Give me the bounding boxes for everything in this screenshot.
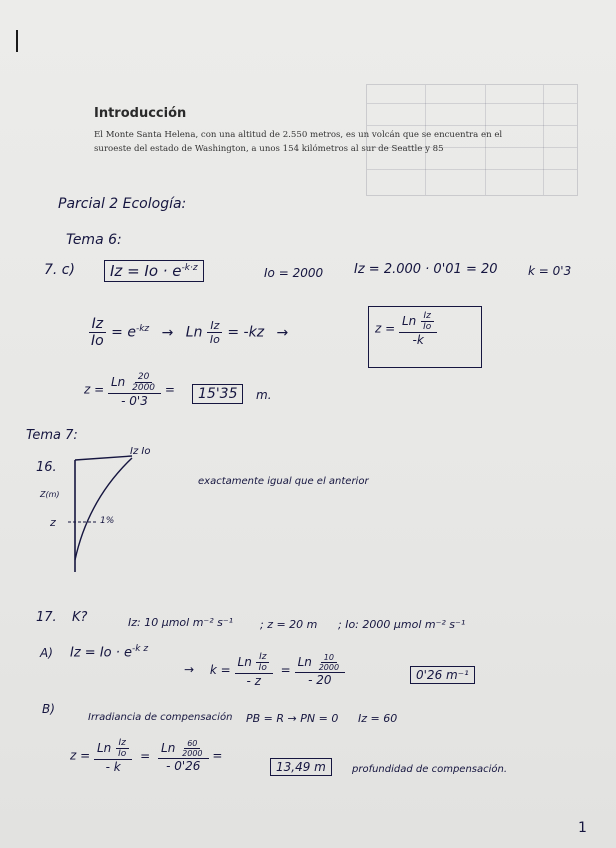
part-b-caption: profundidad de compensación. — [352, 764, 508, 775]
page-number: 1 — [578, 820, 587, 836]
problem-17-question: K? — [72, 610, 88, 625]
problem-7-iz: Iz = 2.000 · 0'01 = 20 — [354, 262, 498, 277]
part-a-result: 0'26 m⁻¹ — [410, 666, 475, 684]
tema-6-heading: Tema 6: — [66, 232, 122, 248]
problem-17-label: 17. — [36, 610, 57, 625]
part-b-solution: z = Ln $\frac{Iz}{Io}$ - k = Ln $\frac{60}{2000}$ - 0'26 = — [70, 738, 223, 774]
problem-16-percent-label: 1% — [100, 516, 115, 526]
part-a-solution: → k = Ln $\frac{Iz}{Io}$ - z = Ln $\frac{10}{2000}$ - 20 — [184, 652, 345, 688]
printed-paragraph: El Monte Santa Helena, con una altitud de 2.550 metros, es un volcán que se encuentra en el suroeste del estado de Washington, a unos 154 kilómetros al sur de Seattle y 85 — [94, 130, 503, 154]
problem-16-label: 16. — [36, 460, 57, 475]
problem-7-label: 7. c) — [44, 262, 75, 278]
notes-header: Parcial 2 Ecología: — [58, 196, 187, 212]
part-a-label: A) — [40, 646, 53, 660]
problem-7-formula: Iz = Io · e — [110, 262, 182, 280]
problem-16-axis-label: Z(m) — [40, 490, 60, 499]
problem-17-io: ; Io: 2000 μmol m⁻² s⁻¹ — [338, 618, 466, 631]
part-b-text: Irradiancia de compensación — [88, 712, 233, 723]
part-b-result: 13,49 m — [270, 758, 332, 776]
problem-16-curve-label: Iz Io — [130, 446, 151, 457]
part-b-eq1: PB = R → PN = 0 — [246, 712, 339, 725]
part-b-eq2: Iz = 60 — [358, 712, 398, 725]
problem-7-ratio: $\frac{Iz}{Io}$ = $e^{-kz} \to Ln$ $\frac{Iz}{Io}$ = -kz → — [88, 316, 288, 349]
problem-7-k: k = 0'3 — [528, 264, 572, 278]
problem-7-unit: m. — [256, 388, 272, 402]
problem-7-io: Io = 2000 — [264, 266, 324, 280]
problem-7-result: 15'35 — [192, 384, 243, 404]
problem-7-formula-exponent: -k·z — [181, 263, 198, 273]
tema-7-heading: Tema 7: — [26, 428, 78, 443]
part-a-formula: $Iz = Io \cdot e^{-k z}$ — [70, 644, 149, 661]
problem-16-text: exactamente igual que el anterior — [198, 476, 369, 487]
problem-17-z: ; z = 20 m — [260, 618, 318, 631]
problem-17-iz: Iz: 10 μmol m⁻² s⁻¹ — [128, 616, 234, 629]
problem-7-substitution: z = Ln $\frac{20}{2000}$ - 0'3 = — [84, 372, 175, 408]
problem-7-z-formula-box: z = Ln $\frac{Iz}{Io}$ -k — [368, 306, 482, 368]
printed-title: Introducción — [94, 106, 187, 121]
problem-16-z-label: z — [50, 516, 56, 529]
part-b-label: B) — [42, 702, 55, 716]
